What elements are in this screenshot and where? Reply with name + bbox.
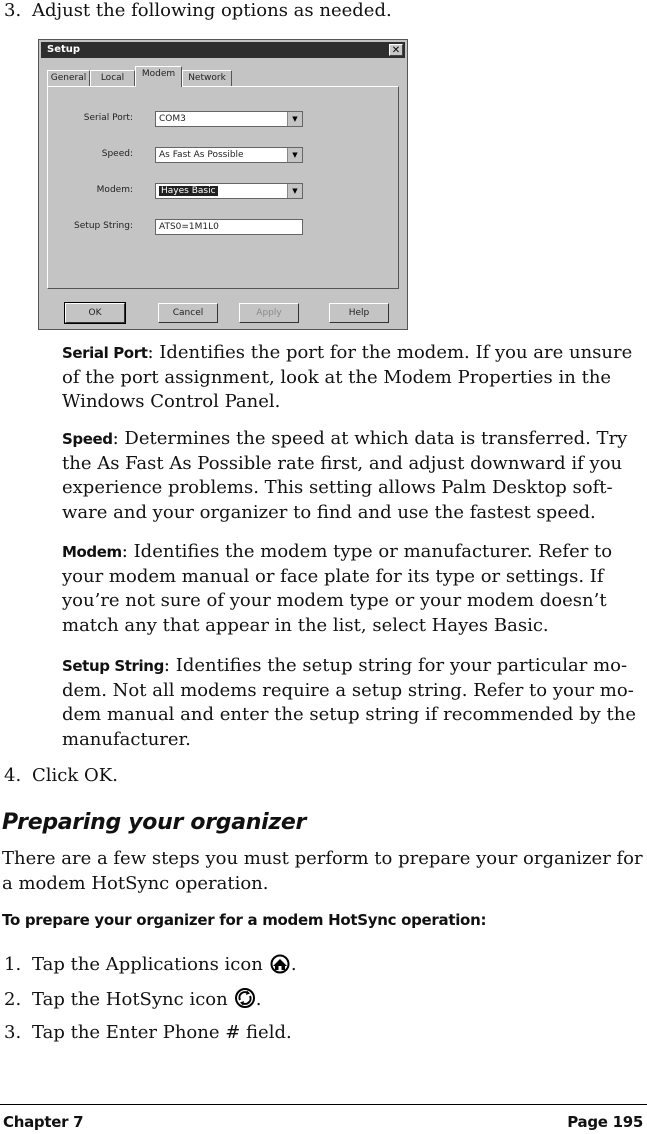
speed-select[interactable] — [155, 147, 303, 163]
speed-value: As Fast As Possible — [159, 150, 244, 160]
step-number: 4. — [4, 765, 22, 786]
footer-chapter: Chapter 7 — [3, 1113, 84, 1131]
setup-string-input[interactable]: ATS0=1M1L0 — [155, 219, 303, 235]
definition-term: Serial Port — [62, 344, 148, 362]
step-3 — [4, 0, 392, 22]
chevron-down-icon[interactable]: ▼ — [287, 112, 302, 126]
applications-icon — [269, 954, 291, 980]
chevron-down-icon[interactable]: ▼ — [287, 184, 302, 198]
step-text: Tap the Enter Phone # field. — [32, 1022, 292, 1043]
definition-setup-string — [62, 654, 647, 752]
step-number: 2. — [4, 989, 22, 1010]
section-body: There are a few steps you must perform to prepare your organizer for a modem HotSync operation. — [2, 848, 643, 894]
definition-term: Setup String — [62, 657, 164, 675]
definition-term: Modem — [62, 543, 122, 561]
cancel-button[interactable]: Cancel — [158, 303, 218, 323]
setup-dialog — [38, 39, 408, 330]
serial-port-label: Serial Port: — [83, 113, 133, 123]
serial-port-value: COM3 — [159, 114, 186, 124]
procedure-step-1 — [4, 954, 297, 980]
procedure-step-3 — [4, 1022, 292, 1044]
speed-label: Speed: — [101, 149, 133, 159]
modem-value: Hayes Basic — [161, 186, 216, 196]
dialog-title: Setup — [47, 44, 81, 55]
close-icon[interactable]: ✕ — [389, 44, 403, 56]
step-number: 3. — [4, 1022, 22, 1043]
footer-page-number: Page 195 — [567, 1113, 643, 1131]
ok-button[interactable]: OK — [65, 303, 125, 323]
dialog-titlebar — [41, 42, 405, 58]
procedure-title: To prepare your organizer for a modem HotSync operation: — [2, 911, 487, 929]
setup-string-label: Setup String: — [74, 221, 133, 231]
modem-select[interactable] — [155, 183, 303, 199]
tab-network[interactable]: Network — [182, 70, 232, 86]
step-text: Tap the Applications icon — [32, 954, 263, 975]
definition-text: : Identifies the port for the modem. If you are unsure of the port assignment, look at the Modem Properties in the Windows Control Panel. — [62, 342, 633, 413]
apply-button[interactable]: Apply — [239, 303, 299, 323]
step-suffix: . — [255, 989, 262, 1010]
definition-speed — [62, 427, 647, 525]
modem-tab-panel — [47, 86, 399, 289]
step-text: Adjust the following options as needed. — [32, 0, 392, 21]
help-button[interactable]: Help — [329, 303, 389, 323]
definition-serial-port — [62, 341, 647, 415]
tab-general[interactable]: General — [47, 70, 90, 86]
serial-port-select[interactable] — [155, 111, 303, 127]
step-text: Tap the HotSync icon — [32, 989, 228, 1010]
section-heading: Preparing your organizer — [2, 810, 307, 835]
step-4 — [4, 765, 118, 787]
modem-label: Modem: — [96, 185, 133, 195]
definition-modem — [62, 540, 647, 638]
definition-text: : Determines the speed at which data is transferred. Try the As Fast As Possible rate first, and adjust downward if you experience problems. This setting allows Palm Desktop software and your organizer to find and use the fastest speed. — [62, 428, 628, 523]
step-number: 1. — [4, 954, 22, 975]
chevron-down-icon[interactable]: ▼ — [287, 148, 302, 162]
procedure-step-2 — [4, 987, 261, 1015]
tab-modem[interactable]: Modem — [135, 66, 182, 87]
definition-text: : Identifies the setup string for your particular modem. Not all modems require a setup string. Refer to your modem manual and enter the setup string if recommended by the manufacturer. — [62, 655, 637, 750]
step-number: 3. — [4, 0, 22, 21]
definition-text: : Identifies the modem type or manufacturer. Refer to your modem manual or face plate for its type or settings. If you’re not sure of your modem type or your modem doesn’t match any that appear in the list, select Hayes Basic. — [62, 541, 613, 636]
hotsync-icon — [234, 987, 256, 1015]
footer-divider — [0, 1104, 647, 1105]
step-suffix: . — [290, 954, 297, 975]
tab-local[interactable]: Local — [90, 70, 135, 86]
step-text: Click OK. — [32, 765, 118, 786]
definition-term: Speed — [62, 430, 113, 448]
